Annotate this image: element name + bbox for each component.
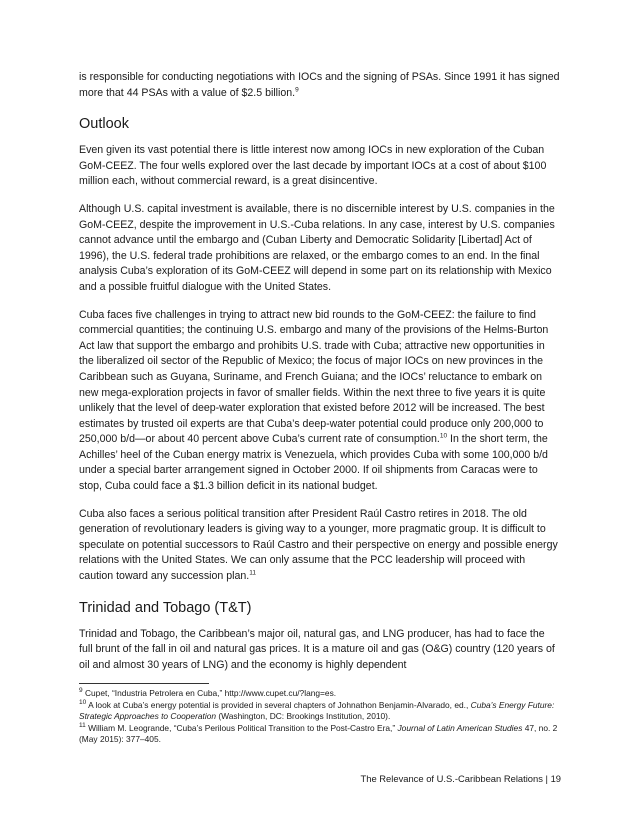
paragraph-outlook-2: Although U.S. capital investment is available, there is no discernible interest by U.S. companies in the GoM-CEEZ, despite the improvement in U.S.-Cuba relations. In any case, interest by U.S. companies cannot advance until the embargo and (Cuban Liberty and Democratic Solidarity [Libertad] Act of 1996), the U.S. federal trade prohibitions are relaxed, or the embargo comes to an end. In the final analysis Cuba’s exploration of its GoM-CEEZ will depend in some part on its relationship with Mexico and a possible fruitful dialogue with the United States. <box>79 202 555 293</box>
footnote-ref-11[interactable]: 11 <box>249 569 256 577</box>
paragraph-outlook-1: Even given its vast potential there is little interest now among IOCs in new exploration of the Cuban GoM-CEEZ. The four wells explored over the last decade by important IOCs at a cost of about $100 million each, without commercial reward, is a great disincentive. <box>79 144 547 188</box>
footnote-ref-10[interactable]: 10 <box>439 432 448 440</box>
footnote-10: $^{10}$ A look at Cuba’s energy potential is provided in several chapters of Johnathon Benjamin-Alvarado, ed., Cuba’s Energy Future: Strategic Approaches to Cooperation (Washington, DC: Brookings Institution, 2010). <box>79 698 555 722</box>
footnote-11: $^{11}$ William M. Leogrande, “Cuba’s Perilous Political Transition to the Post-Castro Era,” Journal of Latin American Studies 47, no. 2 (May 2015): 377–405. <box>79 721 558 745</box>
footnote-divider <box>79 683 209 684</box>
footnotes <box>79 688 561 746</box>
footnote-9: $^9$ Cupet, “Industria Petrolera en Cuba,” http://www.cupet.cu/?lang=es. <box>79 687 337 698</box>
paragraph-tt-1: Trinidad and Tobago, the Caribbean’s major oil, natural gas, and LNG producer, has had to face the full brunt of the fall in oil and natural gas prices. It is a mature oil and gas (O&G) country (120 years of oil and almost 30 years of LNG) and the economy is highly dependent <box>79 627 555 671</box>
main-text <box>79 70 561 673</box>
paragraph-outlook-4: Cuba also faces a serious political transition after President Raúl Castro retires in 2018. The old generation of revolutionary leaders is giving way to a younger, more pragmatic group. It is difficult to speculate on potential successors to Raúl Castro and their perspective on energy and possible energy relations with the United States. We can only assume that the PCC leadership will proceed with caution toward any succession plan.$^{11}$ <box>79 507 558 583</box>
paragraph-continuation: is responsible for conducting negotiations with IOCs and the signing of PSAs. Since 1991 it has signed more that 44 PSAs with a value of $2.5 billion.$^9$ <box>79 71 560 99</box>
paragraph-outlook-3: Cuba faces five challenges in trying to attract new bid rounds to the GoM-CEEZ: the failure to find commercial quantities; the continuing U.S. embargo and many of the provisions of the Helms-Burton Act law that support the embargo and prohibits U.S. trade with Cuba; attractive new opportunities in the liberalized oil sector of the Republic of Mexico; the focus of major IOCs on new provinces in the Caribbean such as Guyana, Suriname, and French Guiana; and the IOCs’ reluctance to embark on new mega-exploration projects in favor of smaller fields. Within the next three to five years it is quite unlikely that the level of deep-water exploration that existed before 2012 will be increased. The best estimates by trusted oil experts are that Cuba’s deep-water potential could produce only 200,000 to 250,000 b/d—or about 40 percent above Cuba’s current rate of consumption.$^{10}$ In the short term, the Achilles’ heel of the Cuban energy matrix is Venezuela, which provides Cuba with some 100,000 b/d under a special barter arrangement signed in October 2000. If oil shipments from Caracas were to stop, Cuba could face a $1.3 billion deficit in its national budget. <box>79 308 549 493</box>
heading-outlook: Outlook <box>79 116 129 133</box>
heading-trinidad-tobago: Trinidad and Tobago (T&T) <box>79 599 252 616</box>
page-footer: The Relevance of U.S.-Caribbean Relations | 19 <box>360 773 561 784</box>
footnote-ref-9[interactable]: 9 <box>295 86 299 94</box>
